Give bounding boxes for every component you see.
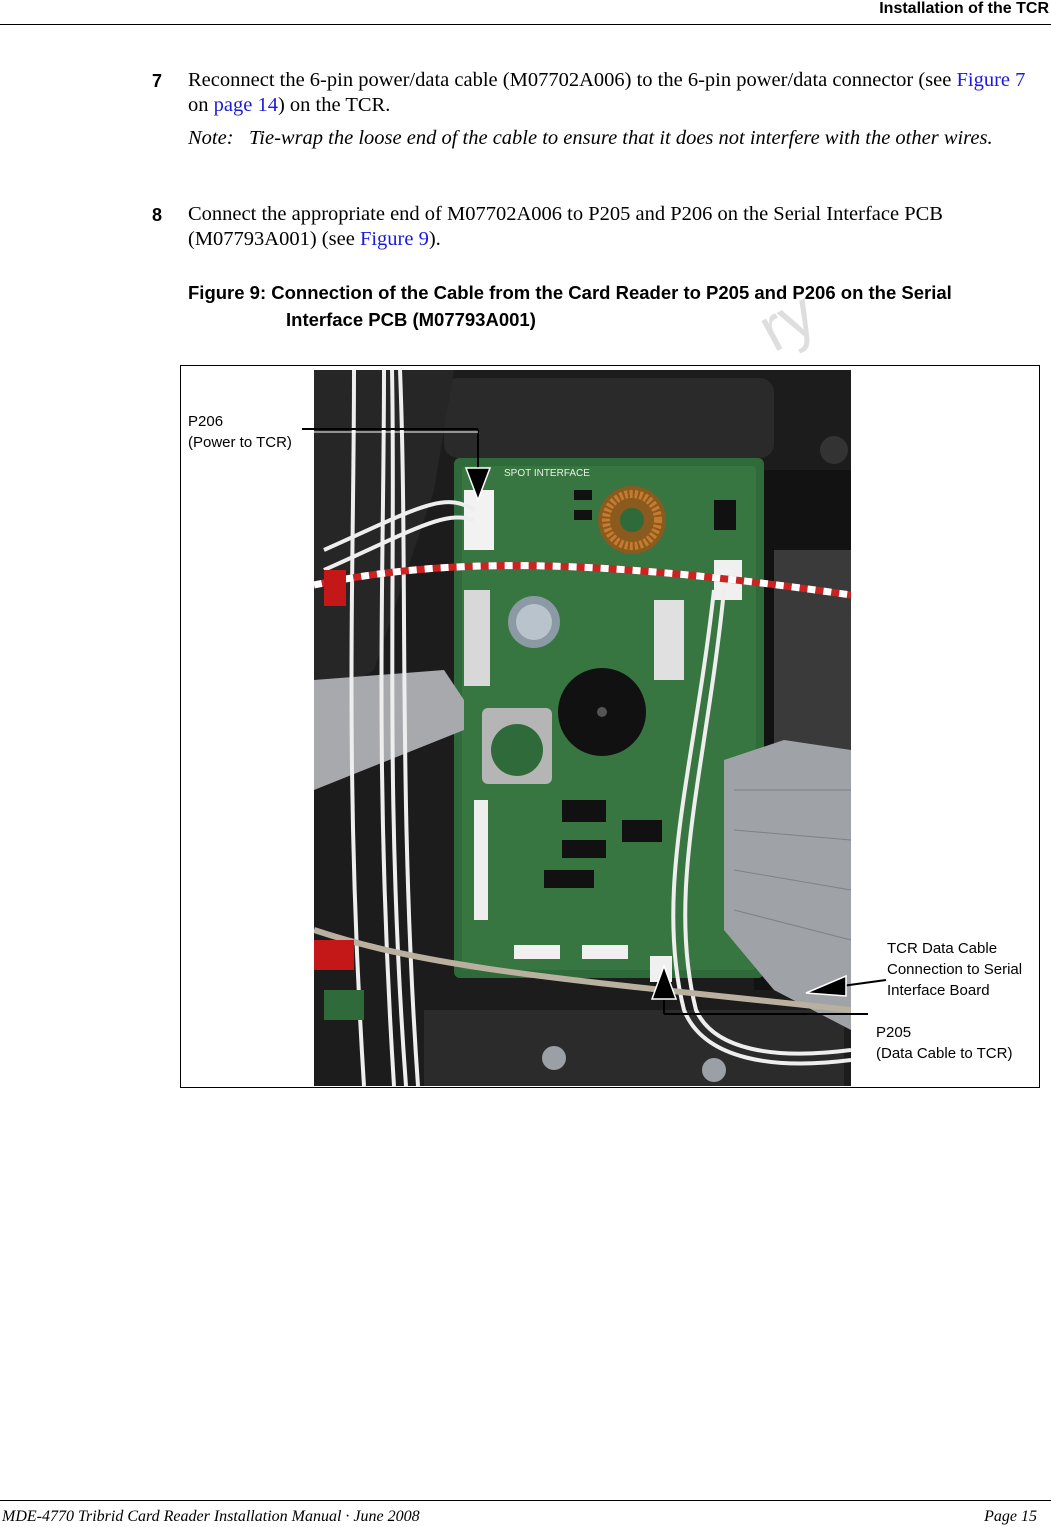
callout-text: (Power to TCR) [188, 434, 292, 451]
step-number: 7 [152, 71, 163, 91]
note-label: Note: [188, 127, 234, 149]
footer-manual-title: MDE-4770 Tribrid Card Reader Installation Manual · June 2008 [2, 1508, 420, 1525]
step-text-part: on [188, 94, 214, 116]
header-title: Installation of the TCR [879, 0, 1049, 17]
step-text-part: Connect the appropriate end of M07702A006 to P205 and P206 on the Serial Interface PCB (M07793A001) (see [188, 203, 943, 250]
caption-line-2: Interface PCB (M07793A001) [286, 309, 536, 330]
caption-line-1: Figure 9: Connection of the Cable from the Card Reader to P205 and P206 on the Serial [188, 282, 952, 303]
callout-text: (Data Cable to TCR) [876, 1045, 1013, 1062]
callout-text: Connection to Serial [887, 961, 1023, 978]
callout-text: P205 [876, 1024, 912, 1041]
callout-p205 [876, 1022, 1012, 1064]
callout-text: TCR Data Cable [887, 940, 998, 957]
page-14-link[interactable]: page 14 [213, 94, 278, 116]
footer-page-number: Page 15 [984, 1508, 1037, 1525]
watermark: ry [746, 276, 828, 366]
page-footer [0, 1500, 1051, 1527]
step-text-part: Reconnect the 6-pin power/data cable (M07702A006) to the 6-pin power/data connector (see [188, 69, 957, 91]
step-number: 8 [152, 205, 163, 225]
callout-text: Interface Board [887, 982, 990, 999]
figure-7-link[interactable]: Figure 7 [956, 69, 1026, 91]
callout-tcr-data-cable [887, 938, 1022, 1001]
step-text-part: ) on the TCR. [277, 94, 391, 116]
callout-p206 [188, 411, 292, 453]
note-text: Tie-wrap the loose end of the cable to ensure that it does not interfere with the other wires. [249, 127, 993, 149]
callout-text: P206 [188, 413, 224, 430]
step-text-part: ). [428, 228, 441, 250]
figure-9-link[interactable]: Figure 9 [359, 228, 429, 250]
board-silkscreen-text: SPOT INTERFACE [504, 468, 590, 479]
